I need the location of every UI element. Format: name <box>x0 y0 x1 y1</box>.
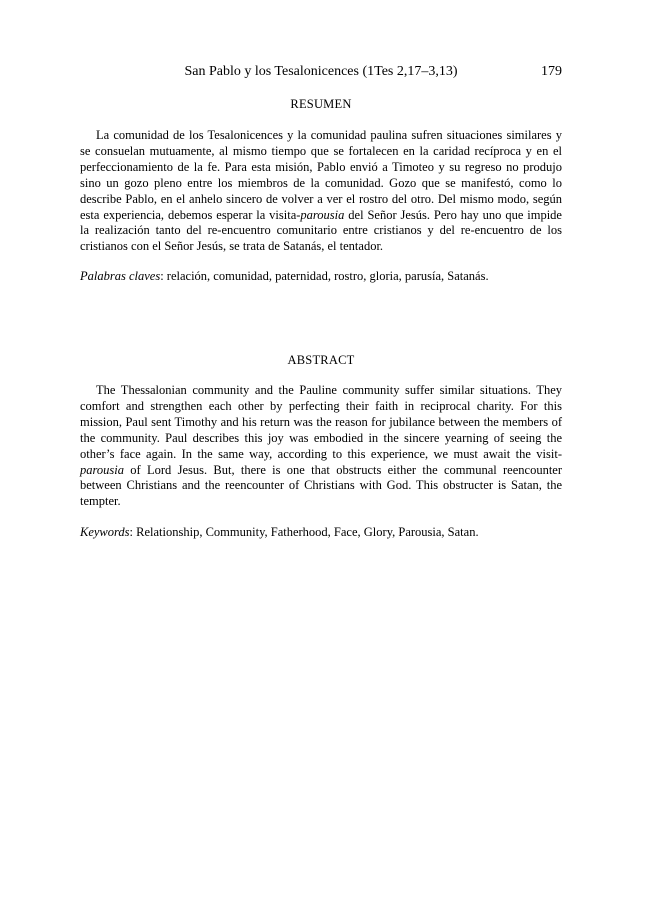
abstract-text-part2: of Lord Jesus. But, there is one that obstructs either the communal reencounter between Christians and the reencounter of Christians with God. This obstructer is Satan, the tempter. <box>80 462 562 509</box>
abstract-keywords-text: : Relationship, Community, Fatherhood, Face, Glory, Parousia, Satan. <box>129 525 479 540</box>
abstract-keywords <box>80 525 562 541</box>
resumen-section <box>80 96 562 285</box>
running-title: San Pablo y los Tesalonicences (1Tes 2,17–3,13) <box>184 64 458 79</box>
abstract-heading: ABSTRACT <box>287 353 355 367</box>
resumen-keywords <box>80 269 562 285</box>
abstract-paragraph <box>80 383 562 510</box>
resumen-keywords-label: Palabras claves <box>80 269 161 284</box>
resumen-text-part2: del Señor Jesús. Pero hay uno que impide la realización tanto del re-encuentro comunitario entre cristianos y del re-encuentro de los cristianos con el Señor Jesús, se trata de Satanás, el tentador. <box>80 207 562 254</box>
resumen-text-emphasis: parousia <box>300 207 345 222</box>
resumen-text-part1: La comunidad de los Tesalonicences y la comunidad paulina sufren situaciones similares y se consuelan mutuamente, al mismo tiempo que se fortalecen en la caridad recíproca y en el perfeccionamiento de la fe. Para esta misión, Pablo envió a Timoteo y su regreso no produjo sino un gozo pleno entre los miembros de la comunidad. Gozo que se manifestó, como lo describe Pablo, en el anhelo sincero de volver a ver el rostro del otro. Del mismo modo, según esta experiencia, debemos esperar la visita- <box>80 128 562 222</box>
abstract-section <box>80 352 562 541</box>
abstract-keywords-label: Keywords <box>80 525 130 540</box>
abstract-text-emphasis: parousia <box>80 462 124 477</box>
abstract-text-part1: The Thessalonian community and the Pauline community suffer similar situations. They comfort and strengthen each other by perfecting their faith in reciprocal charity. For this mission, Paul sent Timothy and his return was the reason for jubilance between the members of the community. Paul describes this joy was embodied in the sincere yearning of seeing the other’s face again. In the same way, according to this experience, we must await the visit- <box>80 383 562 461</box>
resumen-paragraph <box>80 128 562 255</box>
resumen-heading: RESUMEN <box>290 97 352 111</box>
resumen-keywords-text: : relación, comunidad, paternidad, rostro, gloria, parusía, Satanás. <box>160 269 489 284</box>
page-number: 179 <box>541 64 562 79</box>
running-head <box>80 63 562 81</box>
